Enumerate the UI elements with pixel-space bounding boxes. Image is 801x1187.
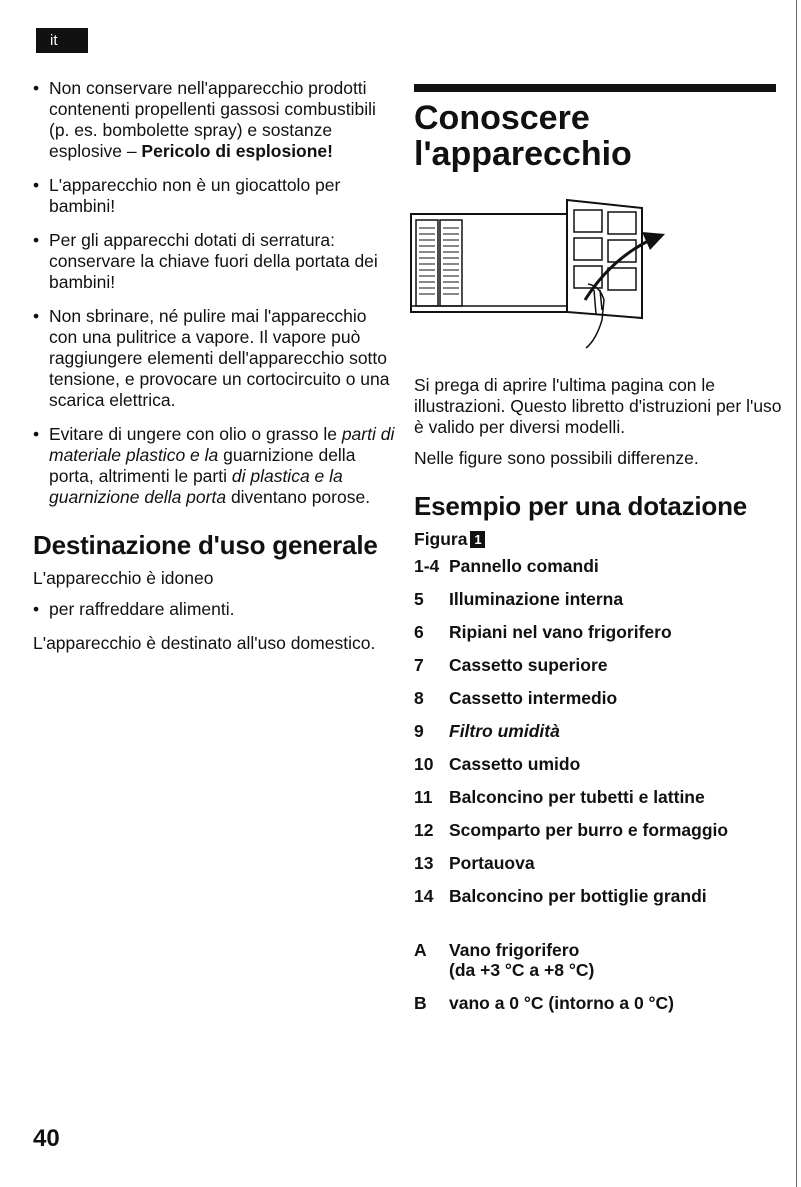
- zone-item: [414, 940, 784, 980]
- safety-bullet: [33, 175, 395, 217]
- bullet-text: Per gli apparecchi dotati di serratura: conservare la chiave fuori della portata dei bambini!: [49, 230, 378, 292]
- figure-number-badge: 1: [470, 531, 485, 548]
- component-label: Cassetto intermedio: [449, 688, 618, 708]
- component-number: 8: [414, 688, 424, 708]
- intended-use-bullet: • per raffreddare alimenti.: [33, 599, 395, 620]
- component-item: [414, 754, 784, 774]
- page-edge-line: [796, 0, 797, 1187]
- intended-use-outro: L'apparecchio è destinato all'uso domestico.: [33, 633, 376, 653]
- zone-letter: A: [414, 940, 427, 960]
- left-column: [33, 78, 395, 664]
- component-label: Cassetto superiore: [449, 655, 608, 675]
- component-item: [414, 622, 784, 642]
- bullet-text: Non conservare nell'apparecchio prodotti contenenti propellenti gassosi combustibili (p. es. bombolette spray) e sostanze esplosive –: [49, 78, 376, 161]
- component-item: [414, 820, 784, 840]
- component-label: Scomparto per burro e formaggio: [449, 820, 729, 840]
- figure-label: Figura: [414, 529, 468, 549]
- bullet-text: parti di materiale plastico e la: [49, 424, 395, 465]
- bullet-text: Pericolo di esplosione!: [141, 141, 333, 161]
- language-badge: it: [36, 28, 88, 53]
- component-number: 9: [414, 721, 424, 741]
- intended-use-intro: L'apparecchio è idoneo: [33, 568, 214, 588]
- safety-bullet-list: [33, 78, 395, 508]
- component-number: 5: [414, 589, 424, 609]
- zone-item: [414, 993, 784, 1013]
- figure-reference: [414, 529, 784, 550]
- safety-bullet: [33, 424, 395, 508]
- component-item: [414, 589, 784, 609]
- page-title-line2: l'apparecchio: [414, 135, 632, 173]
- component-item: [414, 688, 784, 708]
- component-item: [414, 886, 784, 906]
- component-label: Filtro umidità: [449, 721, 560, 741]
- component-number: 14: [414, 886, 434, 906]
- bullet-text: Non sbrinare, né pulire mai l'apparecchio con una pulitrice a vapore. Il vapore può raggiungere elementi dell'apparecchio sotto tensione, e provocare un cortocircuito o una scarica elettrica.: [49, 306, 390, 410]
- component-label: Portauova: [449, 853, 535, 873]
- component-label: Balconcino per bottiglie grandi: [449, 886, 707, 906]
- component-number: 12: [414, 820, 434, 840]
- bullet-text: diventano porose.: [226, 487, 371, 507]
- open-booklet-illustration: [410, 190, 675, 350]
- zone-label-block: [449, 993, 674, 1013]
- zone-temperature-range: (da +3 °C a +8 °C): [449, 960, 595, 980]
- component-label: Cassetto umido: [449, 754, 581, 774]
- page-number: 40: [33, 1125, 60, 1152]
- title-rule: [414, 84, 776, 92]
- component-label: Illuminazione interna: [449, 589, 624, 609]
- component-list: [414, 556, 784, 906]
- safety-bullet: [33, 230, 395, 293]
- component-item: [414, 787, 784, 807]
- right-column: [414, 84, 784, 1026]
- section-title-example: Esempio per una dotazione: [414, 491, 748, 521]
- differences-note: Nelle figure sono possibili differenze.: [414, 448, 699, 468]
- component-item: [414, 556, 784, 576]
- safety-bullet: [33, 78, 395, 162]
- page-title: [414, 100, 784, 172]
- component-item: [414, 853, 784, 873]
- component-item: [414, 721, 784, 741]
- intro-paragraph: Si prega di aprire l'ultima pagina con le illustrazioni. Questo libretto d'istruzioni per l'uso è valido per diversi modelli.: [414, 375, 782, 437]
- zone-label: Vano frigorifero: [449, 940, 580, 960]
- safety-bullet: [33, 306, 395, 411]
- zone-label-block: [449, 940, 594, 980]
- component-label: Ripiani nel vano frigorifero: [449, 622, 672, 642]
- component-item: [414, 655, 784, 675]
- bullet-text: Evitare di ungere con olio o grasso le: [49, 424, 342, 444]
- component-number: 10: [414, 754, 434, 774]
- component-label: Pannello comandi: [449, 556, 599, 576]
- component-label: Balconcino per tubetti e lattine: [449, 787, 705, 807]
- component-number: 13: [414, 853, 434, 873]
- page-title-line1: Conoscere: [414, 99, 590, 137]
- component-number: 6: [414, 622, 424, 642]
- bullet-text: guarnizione della porta, altrimenti le parti: [49, 445, 356, 486]
- component-number: 7: [414, 655, 424, 675]
- zone-label: vano a 0 °C (intorno a 0 °C): [449, 993, 674, 1013]
- section-title-intended-use: Destinazione d'uso generale: [33, 530, 378, 560]
- bullet-text: di plastica e la guarnizione della porta: [49, 466, 343, 507]
- zone-list: [414, 940, 784, 1013]
- component-number: 1-4: [414, 556, 440, 576]
- zone-letter: B: [414, 993, 427, 1013]
- bullet-text: L'apparecchio non è un giocattolo per bambini!: [49, 175, 341, 216]
- component-number: 11: [414, 787, 433, 807]
